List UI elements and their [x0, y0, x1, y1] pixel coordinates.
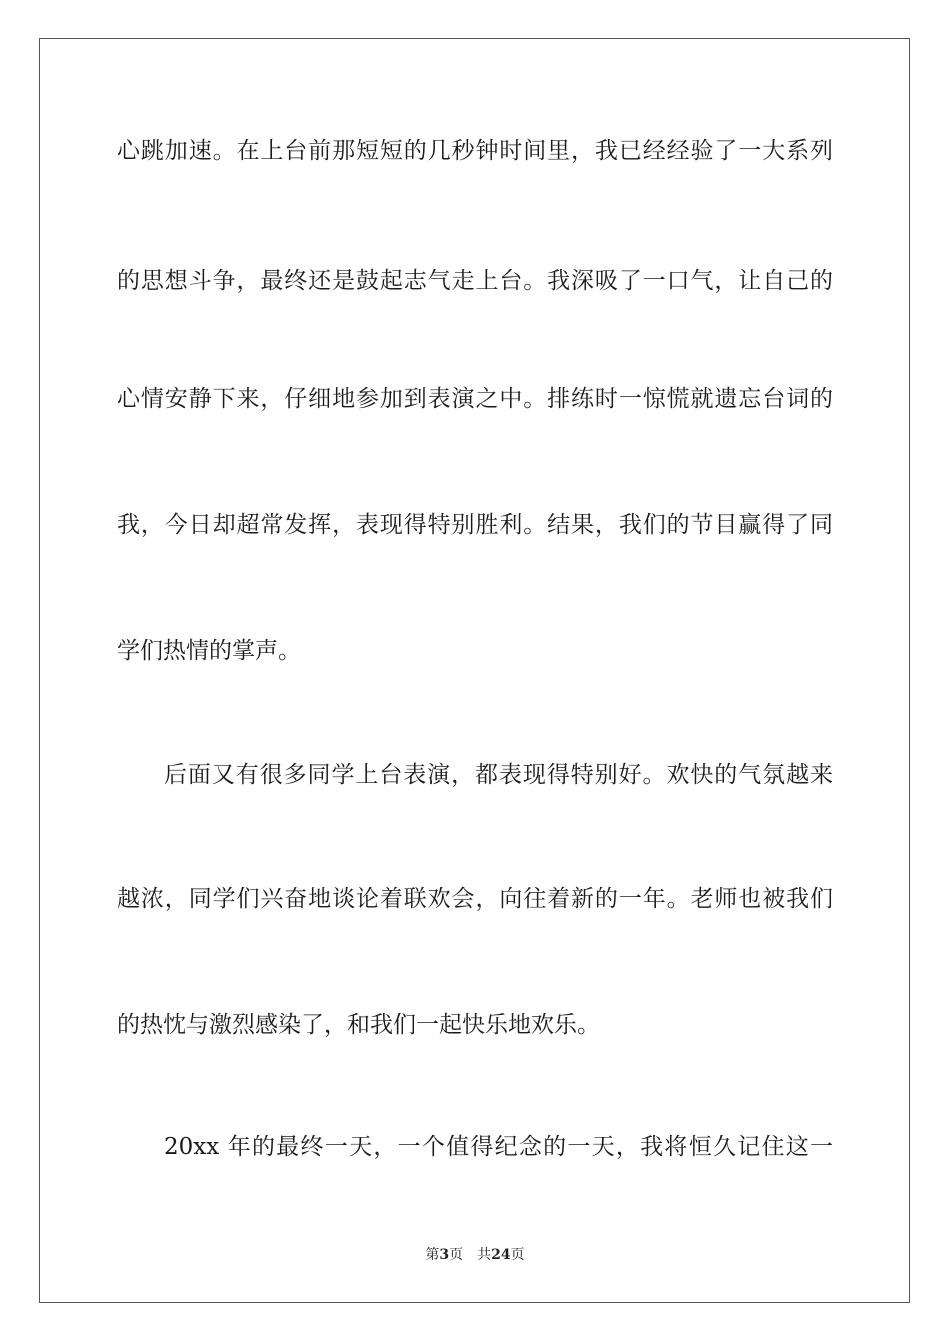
footer-total-prefix: 共	[477, 1247, 492, 1263]
paragraph-1-line-4: 我，今日却超常发挥，表现得特别胜利。结果，我们的节目赢得了同	[117, 512, 833, 538]
paragraph-2-line-2: 越浓，同学们兴奋地谈论着联欢会，向往着新的一年。老师也被我们	[117, 886, 833, 912]
paragraph-1-line-2: 的思想斗争，最终还是鼓起志气走上台。我深吸了一口气，让自己的	[117, 268, 833, 294]
paragraph-3-line-1: 20xx 年的最终一天，一个值得纪念的一天，我将恒久记住这一	[164, 1134, 833, 1160]
paragraph-1-line-1: 心跳加速。在上台前那短短的几秒钟时间里，我已经经验了一大系列	[117, 138, 833, 164]
page-border	[39, 38, 910, 1303]
footer-page-suffix: 页	[449, 1247, 464, 1263]
page-footer	[0, 1245, 950, 1265]
footer-total-suffix: 页	[510, 1247, 525, 1263]
footer-total-pages: 24	[491, 1247, 511, 1263]
paragraph-2-line-1: 后面又有很多同学上台表演，都表现得特别好。欢快的气氛越来	[164, 762, 833, 788]
paragraph-1-line-5: 学们热情的掌声。	[117, 638, 301, 664]
footer-page-number: 3	[439, 1247, 450, 1263]
footer-page-prefix: 第	[425, 1247, 440, 1263]
paragraph-2-line-3: 的热忱与激烈感染了，和我们一起快乐地欢乐。	[117, 1012, 600, 1038]
paragraph-1-line-3: 心情安静下来，仔细地参加到表演之中。排练时一惊慌就遗忘台词的	[117, 386, 833, 412]
